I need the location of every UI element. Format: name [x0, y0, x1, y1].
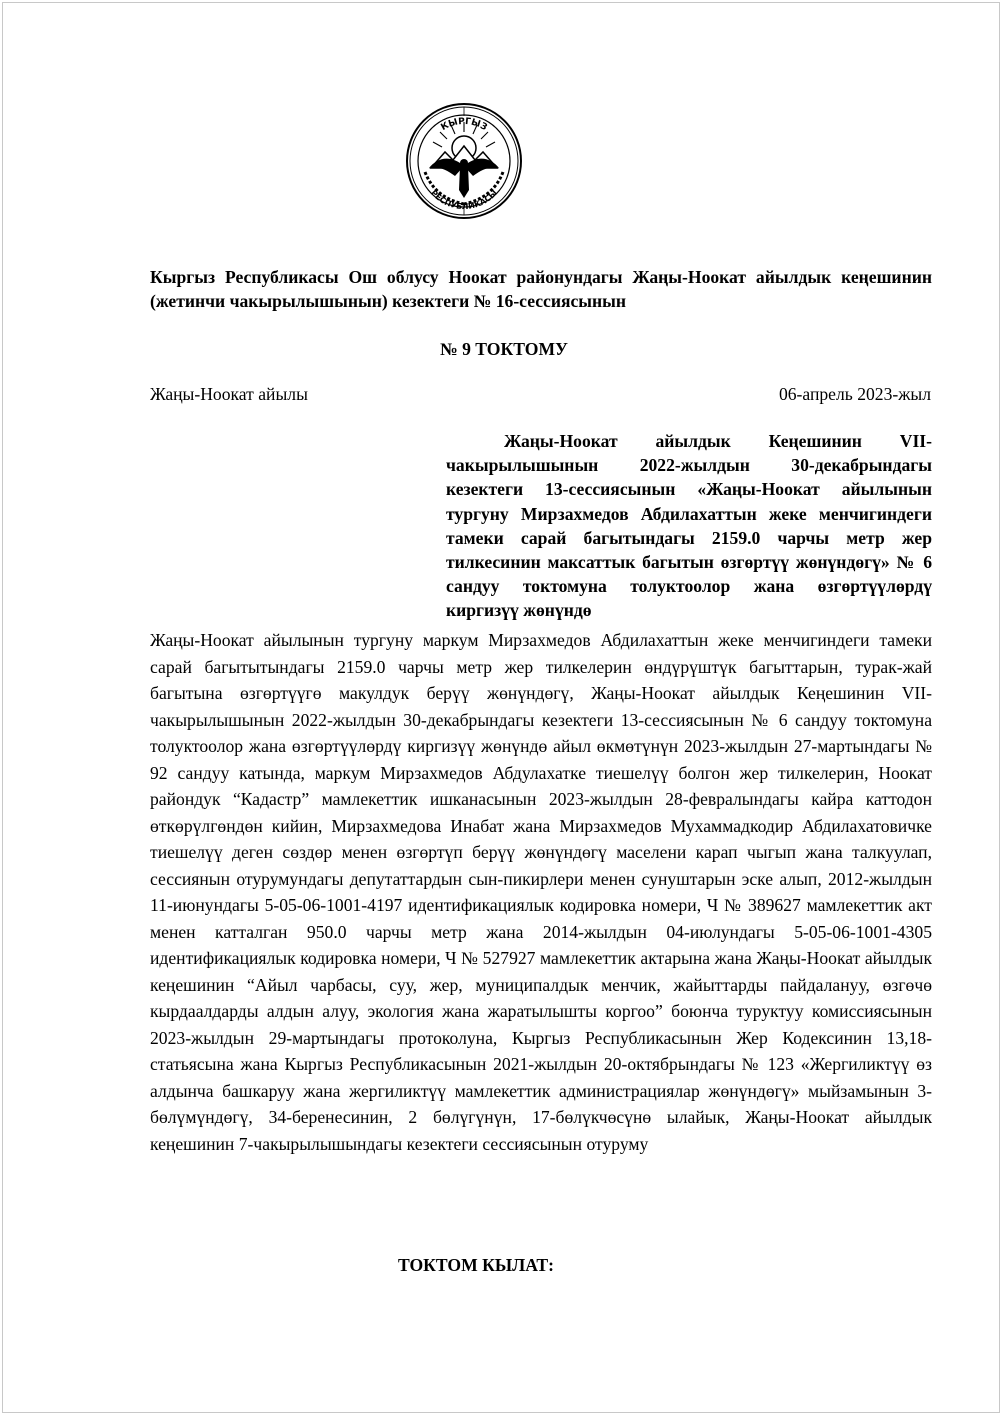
kyrgyz-state-emblem-icon: [405, 102, 523, 220]
resolve-heading: ТОКТОМ КЫЛАТ:: [397, 1255, 555, 1275]
decision-number-title: № 9 ТОКТОМУ: [440, 339, 568, 359]
place-date-row: [150, 384, 931, 405]
body-paragraph: Жаңы-Ноокат айылынын тургуну маркум Мирзахмедов Абдилахаттын жеке менчигиндеги тамеки сарай багытытындагы 2159.0 чарчы метр жер тилкелерин өндүрүштүк багыттарын, турак-жай багытына өзгөртүүгө макулдук берүү жөнүндөгү, Жаңы-Ноокат айылдык Кеңешинин VII- чакырылышынын 2022-жылдын 30-декабрындагы кезектеги 13-сессиясынын № 6 сандуу токтомуна толуктоолор жана өзгөртүүлөрдү киргизүү жөнүндө айыл өкмөтүнүн 2023-жылдын 27-мартындагы № 92 сандуу катында, маркум Мирзахмедов Абдулахатке тиешелүү болгон жер тилкелерин, Ноокат райондук “Кадастр” мамлекеттик ишканасынын 2023-жылдын 28-февралындагы кайра каттодон өткөрүлгөндөн кийин, Мирзахмедова Инабат жана Мирзахмедов Мухаммадкодир Абдилахатовичке тиешелүү деген сөздөр менен өзгөртүп берүү жөнүндөгү маселени карап чыгып жана талкуулап, сессиянын отурумундагы депутаттардын сын-пикирлери менен сунуштарын эске алып, 2012-жылдын 11-июнундагы 5-05-06-1001-4197 идентификациялык кодировка номери, Ч № 389627 мамлекеттик акт менен катталган 950.0 чарчы метр жана 2014-жылдын 04-июлундагы 5-05-06-1001-4305 идентификациялык кодировка номери, Ч № 527927 мамлекеттик актарына жана Жаңы-Ноокат айылдык кеңешинин “Айыл чарбасы, суу, жер, муниципалдык менчик, жайыттарды пайдалануу, өзгөчө кырдаалдарды алдын алуу, экология жана жаратылышты коргоо” боюнча туруктуу комиссиясынын 2023-жылдын 29-мартындагы протоколуна, Кыргыз Республикасынын Жер Кодексинин 13,18-статьясына жана Кыргыз Республикасынын 2021-жылдын 20-октябрындагы № 123 «Жергиликтүү өз алдынча башкаруу жана жергиликтүү мамлекеттик администрациялар жөнүндөгү» мыйзамынын 3-бөлүмүндөгү, 34-беренесинин, 2 бөлүгүнүн, 17-бөлүкчөсүнө ылайык, Жаңы-Ноокат айылдык кеңешинин 7-чакырылышындагы кезектеги сессиясынын отуруму: [150, 630, 932, 1154]
document-page: [2, 2, 1000, 1413]
svg-text:РЕСПУБЛИКАСЫ: РЕСПУБЛИКАСЫ: [429, 188, 500, 212]
svg-text:КЫРГЫЗ: КЫРГЫЗ: [439, 116, 489, 134]
decision-date: 06-апрель 2023-жыл: [778, 384, 931, 404]
council-session-title: Кыргыз Республикасы Ош облусу Ноокат районундагы Жаңы-Ноокат айылдык кеңешинин (жетинчи чакырылышынын) кезектеги № 16-сессиясынын: [150, 267, 932, 311]
place-name: Жаңы-Ноокат айылы: [150, 384, 308, 404]
decision-subject: Жаңы-Ноокат айылдык Кеңешинин VII-чакырылышынын 2022-жылдын 30-декабрындагы кезектеги 13-сессиясынын «Жаңы-Ноокат айылынын тургуну Мирзахмедов Абдилахаттын жеке менчигиндеги тамеки сарай багытындагы 2159.0 чарчы метр жер тилкесинин максаттык багытын өзгөртүү жөнүндөгү» № 6 сандуу токтомуна толуктоолор жана өзгөртүүлөрдү киргизүү жөнүндө: [446, 431, 932, 621]
